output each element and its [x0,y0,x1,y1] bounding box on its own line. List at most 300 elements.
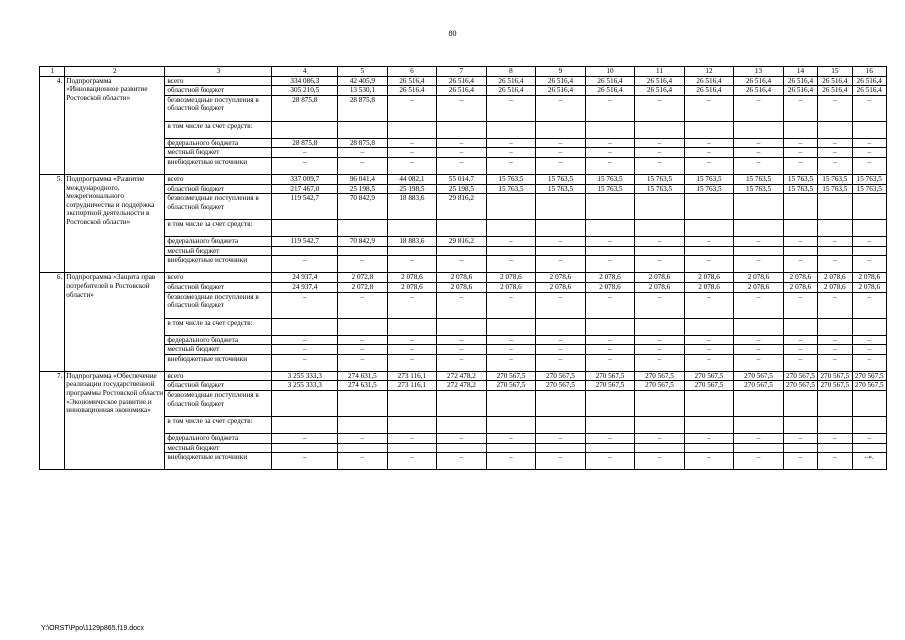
column-number: 1 [40,67,65,77]
value-cell [684,246,734,256]
value-cell [734,246,784,256]
funding-source: внебюджетные источники [165,354,272,371]
value-cell [536,220,586,237]
value-cell: – [734,433,784,443]
value-cell: 24 937,4 [272,282,338,292]
value-cell: – [437,148,487,158]
funding-source: внебюджетные источники [165,453,272,470]
value-cell [635,220,685,237]
value-cell: – [585,292,635,318]
table-row [40,174,887,184]
value-cell: – [338,453,388,470]
value-cell: 18 883,6 [387,194,437,220]
value-cell: – [387,453,437,470]
value-cell [684,194,734,220]
funding-source: всего [165,273,272,283]
value-cell [437,246,487,256]
value-cell: – [852,433,887,443]
value-cell: – [387,157,437,174]
value-cell: – [387,345,437,355]
value-cell: – [684,95,734,121]
value-cell: 15 763,5 [486,184,536,194]
value-cell: – [684,292,734,318]
value-cell [783,390,817,416]
value-cell: – [684,354,734,371]
column-number: 2 [65,67,165,77]
value-cell [338,220,388,237]
value-cell [585,194,635,220]
table-row [40,138,887,148]
table-row [40,194,887,220]
value-cell: 334 086,3 [272,76,338,86]
value-cell [272,318,338,335]
value-cell [536,121,586,138]
value-cell: – [635,354,685,371]
column-number: 8 [486,67,536,77]
value-cell: 15 763,5 [783,184,817,194]
value-cell [387,121,437,138]
value-cell [734,121,784,138]
value-cell: – [684,237,734,247]
value-cell: 15 763,5 [585,184,635,194]
value-cell: 26 516,4 [536,76,586,86]
value-cell [437,318,487,335]
value-cell: – [338,354,388,371]
value-cell: – [536,157,586,174]
value-cell [338,121,388,138]
value-cell [486,220,536,237]
value-cell [684,443,734,453]
value-cell: 15 763,5 [486,174,536,184]
value-cell: – [852,354,887,371]
value-cell: 2 078,6 [734,282,784,292]
value-cell: 2 078,6 [585,273,635,283]
value-cell [852,246,887,256]
value-cell: – [387,433,437,443]
value-cell [387,220,437,237]
value-cell [486,416,536,433]
value-cell: 2 078,6 [783,273,817,283]
value-cell: – [635,345,685,355]
value-cell [852,390,887,416]
value-cell: – [536,148,586,158]
table-row [40,453,887,470]
value-cell: – [585,138,635,148]
value-cell: – [272,335,338,345]
value-cell: – [272,354,338,371]
table-row [40,121,887,138]
value-cell [783,246,817,256]
value-cell: 2 078,6 [684,273,734,283]
value-cell: – [635,292,685,318]
value-cell: 274 631,5 [338,371,388,381]
value-cell: 15 763,5 [734,174,784,184]
value-cell: – [783,237,817,247]
value-cell: – [635,157,685,174]
value-cell [635,443,685,453]
value-cell: – [437,256,487,273]
table-row [40,416,887,433]
table-row [40,318,887,335]
value-cell: – [387,292,437,318]
value-cell [818,220,852,237]
value-cell [536,416,586,433]
subprogram-name: Подпрограмма «Развитие международного, межрегионального сотрудничества и поддержка экспортной деятельности в Ростовской области» [65,174,165,272]
value-cell [338,443,388,453]
value-cell: – [585,237,635,247]
value-cell: 270 567,5 [684,371,734,381]
funding-source: в том числе за счет средств: [165,220,272,237]
value-cell: – [635,335,685,345]
value-cell: 13 530,1 [338,86,388,96]
value-cell: 26 516,4 [818,86,852,96]
value-cell: – [734,157,784,174]
value-cell: 270 567,5 [635,381,685,391]
value-cell: 26 516,4 [852,76,887,86]
value-cell: 2 078,6 [486,282,536,292]
value-cell: – [734,237,784,247]
value-cell: – [783,433,817,443]
funding-source: областной бюджет [165,184,272,194]
value-cell [338,416,388,433]
value-cell: 272 478,2 [437,371,487,381]
value-cell [536,246,586,256]
subprogram-number: 4. [40,76,65,174]
column-number: 16 [852,67,887,77]
value-cell: 24 937,4 [272,273,338,283]
value-cell: – [734,335,784,345]
value-cell [818,246,852,256]
table-row [40,345,887,355]
value-cell [338,318,388,335]
funding-source: местный бюджет [165,443,272,453]
value-cell: – [734,95,784,121]
table-row [40,273,887,283]
value-cell: – [585,354,635,371]
value-cell [486,246,536,256]
value-cell: 273 116,1 [387,371,437,381]
value-cell: – [635,138,685,148]
value-cell [486,121,536,138]
funding-source: федерального бюджета [165,433,272,443]
value-cell: – [734,453,784,470]
value-cell: 2 078,6 [536,282,586,292]
value-cell [585,416,635,433]
value-cell [818,318,852,335]
value-cell: 15 763,5 [818,174,852,184]
value-cell: – [818,345,852,355]
value-cell: – [387,335,437,345]
value-cell: – [852,237,887,247]
value-cell: – [852,157,887,174]
value-cell: 26 516,4 [852,86,887,96]
value-cell: 25 198,5 [387,184,437,194]
value-cell: – [536,433,586,443]
value-cell: 2 078,6 [684,282,734,292]
column-number: 13 [734,67,784,77]
value-cell: 2 072,8 [338,273,388,283]
value-cell: – [486,345,536,355]
value-cell: 29 816,2 [437,194,487,220]
value-cell: – [818,237,852,247]
table-row [40,335,887,345]
value-cell [852,416,887,433]
table-row [40,292,887,318]
value-cell [536,443,586,453]
value-cell: – [635,453,685,470]
funding-source: всего [165,174,272,184]
subprogram-name: Подпрограмма «Защита прав потребителей в Ростовской области» [65,273,165,371]
value-cell: 15 763,5 [635,174,685,184]
value-cell: – [387,138,437,148]
value-cell: 270 567,5 [684,381,734,391]
value-cell: – [818,453,852,470]
value-cell [437,121,487,138]
table-row [40,390,887,416]
value-cell [852,194,887,220]
table-row [40,86,887,96]
value-cell: – [338,148,388,158]
value-cell: – [272,256,338,273]
value-cell [437,390,487,416]
value-cell [486,390,536,416]
value-cell: 15 763,5 [684,184,734,194]
value-cell: – [783,157,817,174]
table-row [40,157,887,174]
value-cell [635,390,685,416]
value-cell: 15 763,5 [818,184,852,194]
value-cell: 26 516,4 [635,76,685,86]
value-cell [387,443,437,453]
value-cell: 28 875,8 [338,95,388,121]
value-cell: – [387,256,437,273]
value-cell [734,416,784,433]
value-cell [783,194,817,220]
value-cell: – [818,335,852,345]
value-cell: – [585,433,635,443]
value-cell: – [486,335,536,345]
column-number: 10 [585,67,635,77]
value-cell: – [818,157,852,174]
value-cell: – [536,292,586,318]
table-row [40,354,887,371]
value-cell [818,443,852,453]
value-cell [734,390,784,416]
value-cell: 15 763,5 [783,174,817,184]
value-cell: – [338,157,388,174]
value-cell: – [783,148,817,158]
value-cell [684,220,734,237]
value-cell: – [852,335,887,345]
value-cell: – [437,335,487,345]
value-cell: – [272,157,338,174]
value-cell: 2 078,6 [536,273,586,283]
funding-source: федерального бюджета [165,237,272,247]
funding-source: федерального бюджета [165,335,272,345]
value-cell: 26 516,4 [387,76,437,86]
value-cell: 15 763,5 [734,184,784,194]
value-cell: 273 116,1 [387,381,437,391]
funding-source: внебюджетные источники [165,157,272,174]
value-cell [783,416,817,433]
value-cell: – [387,148,437,158]
value-cell [437,443,487,453]
value-cell: – [486,157,536,174]
value-cell: – [852,256,887,273]
value-cell: – [338,256,388,273]
value-cell: 274 631,5 [338,381,388,391]
value-cell: 2 078,6 [635,282,685,292]
value-cell: – [818,148,852,158]
value-cell: – [684,335,734,345]
value-cell [486,318,536,335]
value-cell: – [635,95,685,121]
value-cell: 270 567,5 [734,371,784,381]
value-cell: – [852,138,887,148]
value-cell: 3 255 333,3 [272,381,338,391]
table-row [40,76,887,86]
value-cell: – [272,148,338,158]
value-cell [272,220,338,237]
value-cell: 70 842,9 [338,194,388,220]
value-cell: – [585,453,635,470]
table-row [40,95,887,121]
table-row [40,433,887,443]
value-cell: – [536,354,586,371]
value-cell: 305 210,5 [272,86,338,96]
table-row [40,148,887,158]
value-cell: 26 516,4 [783,76,817,86]
value-cell: – [684,148,734,158]
value-cell [734,443,784,453]
value-cell: – [536,138,586,148]
value-cell: 270 567,5 [585,381,635,391]
value-cell: 70 842,9 [338,237,388,247]
value-cell: 15 763,5 [536,174,586,184]
value-cell: 26 516,4 [635,86,685,96]
subprogram-number: 7. [40,371,65,469]
value-cell: 2 078,6 [783,282,817,292]
value-cell [437,220,487,237]
value-cell: – [684,433,734,443]
value-cell: 2 078,6 [852,282,887,292]
value-cell: 15 763,5 [585,174,635,184]
value-cell: 25 198,5 [338,184,388,194]
value-cell: 15 763,5 [852,174,887,184]
value-cell: – [783,292,817,318]
value-cell: 28 875,8 [272,138,338,148]
value-cell: 15 763,5 [635,184,685,194]
value-cell: 270 567,5 [852,371,887,381]
value-cell: 29 816,2 [437,237,487,247]
funding-source: внебюджетные источники [165,256,272,273]
funding-source: областной бюджет [165,282,272,292]
value-cell: – [783,354,817,371]
value-cell: – [486,354,536,371]
column-number: 11 [635,67,685,77]
column-number: 7 [437,67,487,77]
value-cell: 2 078,6 [585,282,635,292]
value-cell: – [338,335,388,345]
value-cell: 270 567,5 [818,381,852,391]
value-cell: – [818,433,852,443]
value-cell: 270 567,5 [536,381,586,391]
column-number: 5 [338,67,388,77]
funding-source: безвозмездные поступления в областной бюджет [165,390,272,416]
value-cell: – [635,148,685,158]
value-cell [272,246,338,256]
value-cell: – [437,95,487,121]
value-cell: – [536,237,586,247]
value-cell: – [734,345,784,355]
funding-source: в том числе за счет средств: [165,318,272,335]
value-cell: – [387,95,437,121]
value-cell [272,443,338,453]
value-cell: – [684,138,734,148]
column-number: 4 [272,67,338,77]
value-cell: – [684,345,734,355]
value-cell: – [783,345,817,355]
value-cell: 26 516,4 [734,76,784,86]
value-cell: – [585,345,635,355]
column-number: 3 [165,67,272,77]
value-cell: 2 078,6 [818,282,852,292]
table-row [40,246,887,256]
value-cell [486,194,536,220]
value-cell: 26 516,4 [684,76,734,86]
value-cell: – [486,148,536,158]
value-cell: 270 567,5 [585,371,635,381]
value-cell [536,318,586,335]
value-cell: – [585,335,635,345]
value-cell: 15 763,5 [684,174,734,184]
value-cell [684,390,734,416]
value-cell: – [272,292,338,318]
value-cell [818,194,852,220]
value-cell: – [437,453,487,470]
value-cell: – [684,256,734,273]
column-number: 6 [387,67,437,77]
value-cell: 119 542,7 [272,237,338,247]
value-cell: – [486,256,536,273]
value-cell [852,220,887,237]
value-cell [635,246,685,256]
value-cell: –». [852,453,887,470]
column-number: 12 [684,67,734,77]
budget-table [39,66,887,470]
value-cell: – [783,256,817,273]
value-cell: – [734,292,784,318]
value-cell [818,121,852,138]
value-cell: 217 467,0 [272,184,338,194]
value-cell: – [437,292,487,318]
value-cell: 15 763,5 [852,184,887,194]
value-cell: – [852,345,887,355]
value-cell: – [635,237,685,247]
value-cell: 15 763,5 [536,184,586,194]
value-cell: – [486,433,536,443]
value-cell: – [486,453,536,470]
value-cell: – [338,292,388,318]
column-number: 15 [818,67,852,77]
table-row [40,381,887,391]
value-cell: 26 516,4 [387,86,437,96]
value-cell: 2 078,6 [437,273,487,283]
value-cell: 3 255 333,3 [272,371,338,381]
funding-source: всего [165,371,272,381]
value-cell: – [734,354,784,371]
value-cell [783,443,817,453]
